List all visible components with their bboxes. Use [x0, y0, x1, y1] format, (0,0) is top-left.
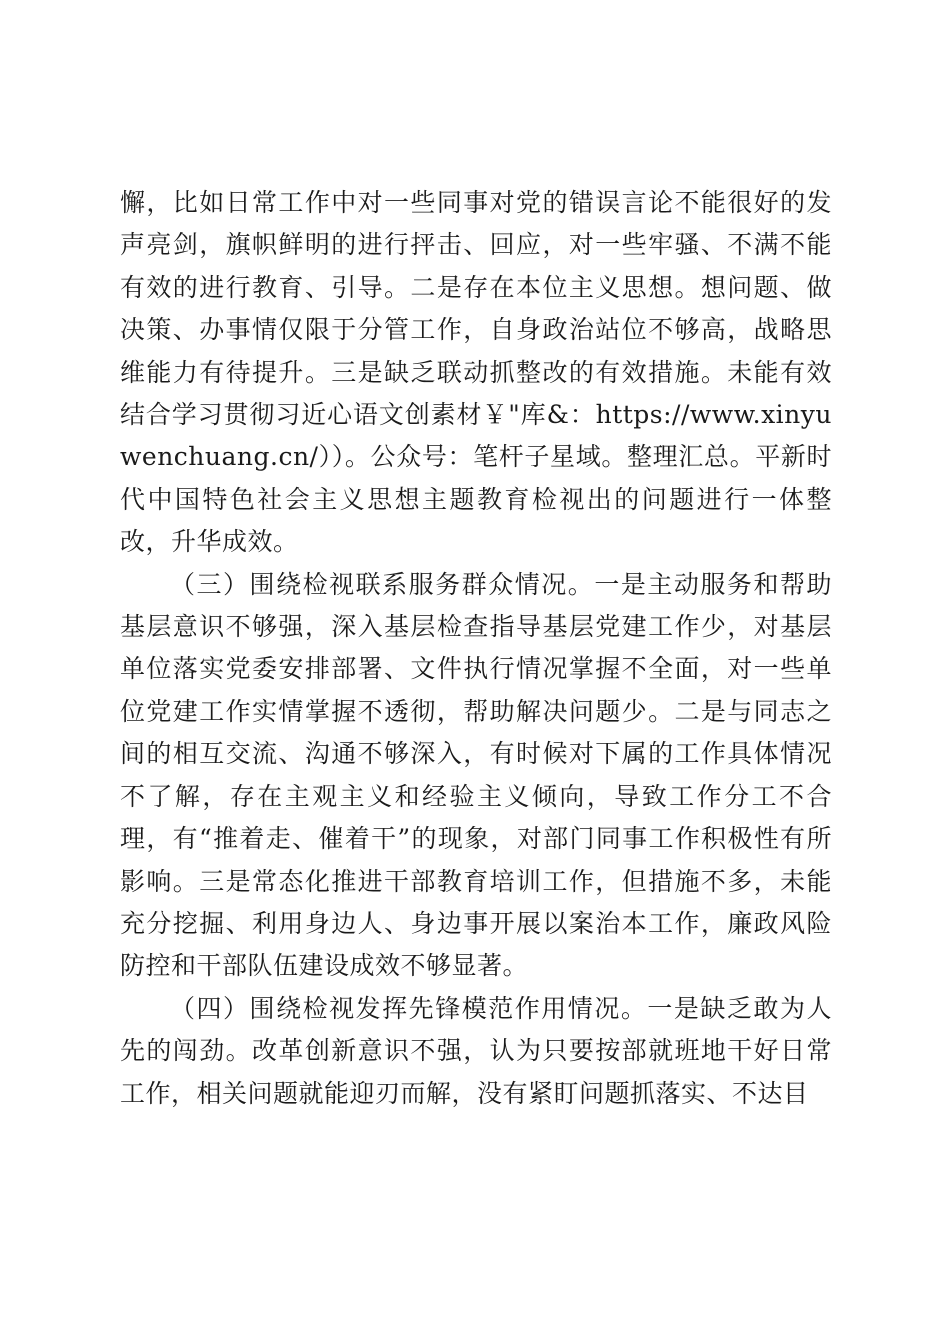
- paragraph-section-three: （三）围绕检视联系服务群众情况。一是主动服务和帮助基层意识不够强，深入基层检查指导基层党建工作少，对基层单位落实党委安排部署、文件执行情况掌握不全面，对一些单位党建工作实情掌握不透彻，帮助解决问题少。二是与同志之间的相互交流、沟通不够深入，有时候对下属的工作具体情况不了解，存在主观主义和经验主义倾向，导致工作分工不合理，有“推着走、催着干”的现象，对部门同事工作积极性有所影响。三是常态化推进干部教育培训工作，但措施不多，未能充分挖掘、利用身边人、身边事开展以案治本工作，廉政风险防控和干部队伍建设成效不够显著。: [120, 569, 832, 981]
- document-body: [120, 182, 832, 1115]
- paragraph-continuation: 懈，比如日常工作中对一些同事对党的错误言论不能很好的发声亮剑，旗帜鲜明的进行抨击、回应，对一些牢骚、不满不能有效的进行教育、引导。二是存在本位主义思想。想问题、做决策、办事情仅限于分管工作，自身政治站位不够高，战略思维能力有待提升。三是缺乏联动抓整改的有效措施。未能有效结合学习贯彻习近心语文创素材￥"库&：https://www.xinyuwenchuang.cn/））。公众号：笔杆子星域。整理汇总。平新时代中国特色社会主义思想主题教育检视出的问题进行一体整改，升华成效。: [120, 188, 832, 557]
- paragraph-section-four: （四）围绕检视发挥先锋模范作用情况。一是缺乏敢为人先的闯劲。改革创新意识不强，认为只要按部就班地干好日常工作，相关问题就能迎刃而解，没有紧盯问题抓落实、不达目: [120, 993, 832, 1108]
